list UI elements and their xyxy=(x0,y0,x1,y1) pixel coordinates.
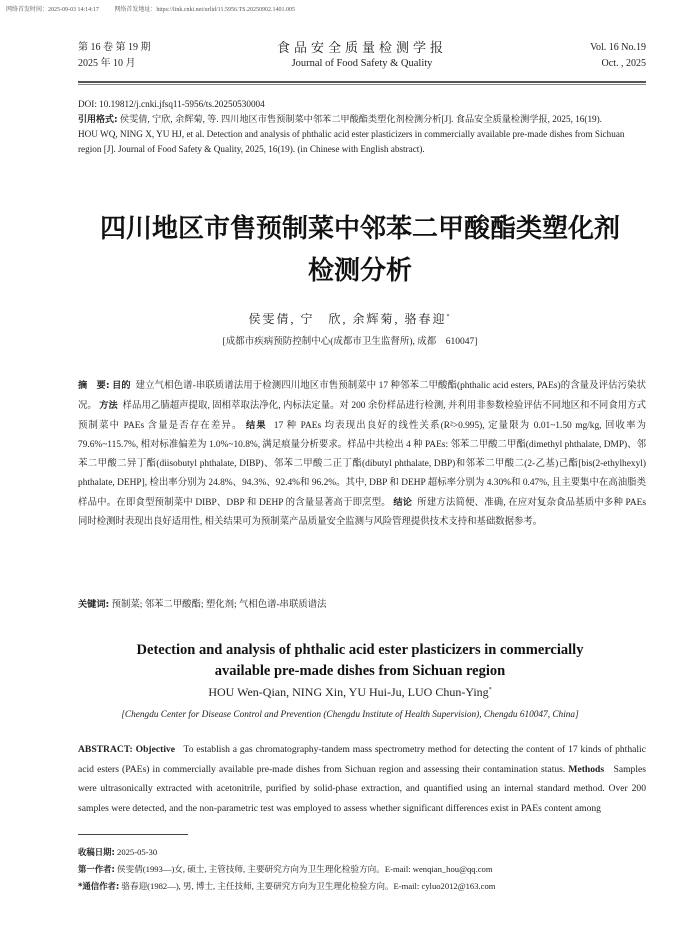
paper-title-cn xyxy=(60,208,660,292)
keywords-cn-text: 预制菜; 邻苯二甲酸酯; 塑化剂; 气相色谱-串联质谱法 xyxy=(111,600,327,610)
abstract-cn-label: 摘 要: xyxy=(78,380,110,391)
volume-en: Vol. 16 No.19 xyxy=(590,42,646,53)
results-label: 结果 xyxy=(246,420,267,431)
keywords-cn xyxy=(78,596,646,610)
journal-name-cn: 食品安全质量检测学报 xyxy=(276,40,447,55)
header-right xyxy=(590,40,646,72)
affiliation-cn: [成都市疾病预防控制中心(成都市卫生监督所), 成都 610047] xyxy=(222,337,478,347)
citation-cn-text: 侯雯倩, 宁欣, 余辉菊, 等. 四川地区市售预制菜中邻苯二甲酸酯类塑化剂检测分析[J]. 食品安全质量检测学报, 2025, 16(19). xyxy=(119,113,602,124)
abstract-en xyxy=(78,740,646,818)
header-center xyxy=(78,40,646,72)
title-en-line1: Detection and analysis of phthalic acid ester plasticizers in commercially xyxy=(136,642,584,658)
online-publish-bar xyxy=(6,4,309,13)
citation-en: HOU WQ, NING X, YU HJ, et al. Detection and analysis of phthalic acid ester plasticizers in commercially available pre-made dishes from Sichuan region [J]. Journal of Food Safety & Quality, 2025, 16(19). (in Chinese with English abstract). xyxy=(78,129,625,154)
authors-cn xyxy=(0,310,700,327)
methods-label: 方法 xyxy=(99,400,118,411)
footnotes xyxy=(78,844,646,895)
publish-time: 网络首发时间：2025-09-03 14:14:17 xyxy=(6,7,99,13)
title-cn-line2: 检测分析 xyxy=(307,256,412,286)
methods-en-text: Samples were ultrasonically extracted with acetonitrile, purified by solid-phase extraction, and quantified using an internal standard method. Over 200 samples were detected, and the non-parametric test was employed to assess whether significant differences exist in PAEs content among xyxy=(78,763,647,814)
first-author-note xyxy=(78,861,646,878)
abstract-en-label: ABSTRACT: xyxy=(78,744,133,755)
authors-en xyxy=(0,685,700,700)
journal-header xyxy=(78,40,646,82)
title-en-line2: available pre-made dishes from Sichuan region xyxy=(214,663,506,679)
paper-title-en xyxy=(60,640,660,682)
header-rule-thin xyxy=(78,84,646,85)
corresponding-label: *通信作者: xyxy=(78,881,120,891)
keywords-cn-label: 关键词: xyxy=(78,599,110,610)
footnote-rule xyxy=(78,834,188,835)
affiliation-en: [Chengdu Center for Disease Control and Prevention (Chengdu Institute of Health Supervision), Chengdu 610047, China] xyxy=(121,710,579,720)
methods-en-label: Methods xyxy=(568,763,605,775)
objective-label: 目的 xyxy=(112,380,131,391)
conclusion-text: 所建方法简便、准确, 在应对复杂食品基质中多种 PAEs 同时检测时表现出良好适用性, 相关结果可为预制菜产品质量安全监测与风险管理提供技术支持和基础数据参考。 xyxy=(78,498,647,527)
received-label: 收稿日期: xyxy=(78,847,115,857)
authors-cn-names: 侯雯倩, 宁 欣, 余辉菊, 骆春迎 xyxy=(248,312,447,326)
date-cn: 2025 年 10 月 xyxy=(78,58,136,69)
title-cn-line1: 四川地区市售预制菜中邻苯二甲酸酯类塑化剂 xyxy=(99,214,620,244)
first-author-label: 第一作者: xyxy=(78,864,115,874)
corresponding-mark: * xyxy=(446,314,452,320)
volume-cn: 第 16 卷 第 19 期 xyxy=(78,42,151,53)
header-rule xyxy=(78,81,646,83)
doi[interactable]: DOI: 10.19812/j.cnki.jfsq11-5956/ts.20250530004 xyxy=(78,99,265,109)
methods-text: 样品用乙腈超声提取, 固相萃取法净化, 内标法定量。对 200 余份样品进行检测, 并利用非参数检验评估不同地区和不同食用方式预制菜中 PAEs 含量是否存在差异。 xyxy=(78,401,647,431)
corresponding-author-note xyxy=(78,878,646,895)
results-text: 17 种 PAEs 均表现出良好的线性关系(R²>0.995), 定量限为 0.01~1.50 mg/kg, 回收率为 79.6%~115.7%, 相对标准偏差为 1.0%~10.8%, 满足痕量分析要求。样品中共检出 4 种 PAEs: 邻苯二甲酸二甲酯(dimethyl phthalate, DMP)、邻苯二甲酸二异丁酯(diisobutyl phthalate, DIBP)、邻苯二甲酸二正丁酯(dibutyl phthalate, DBP)和邻苯二甲酸二(2-乙基)己酯[bis(2-ethylhexyl) phthalate, DEHP], 检出率分别为 24.8%、94.3%、92.4%和 96.2%。其中, DBP 和 DEHP 超标率分别为 4.30%和 0.47%, 且主要集中在高油脂类样品中。在即食型预制菜中 DIBP、DBP 和 DEHP 的含量显著高于即烹型。 xyxy=(78,421,646,508)
conclusion-label: 结论 xyxy=(393,497,413,508)
citation-block xyxy=(78,97,646,156)
first-author-text: 侯雯倩(1993—)女, 硕士, 主管技师, 主要研究方向为卫生理化检验方向。E-mail: wenqian_hou@qq.com xyxy=(117,864,493,874)
citation-cn-label: 引用格式: xyxy=(78,114,118,125)
date-en: Oct. , 2025 xyxy=(601,58,646,69)
objective-en-label: Objective xyxy=(135,744,176,755)
publish-url[interactable]: 网络首发地址：https://link.cnki.net/urlid/11.5956.TS.20250902.1401.005 xyxy=(114,7,295,13)
corresponding-text: 骆春迎(1982—), 男, 博士, 主任技师, 主要研究方向为卫生理化检验方向。E-mail: cyluo2012@163.com xyxy=(121,881,496,891)
received-value: 2025-05-30 xyxy=(117,847,158,857)
received-date xyxy=(78,844,646,861)
authors-en-names: HOU Wen-Qian, NING Xin, YU Hui-Ju, LUO Chun-Ying xyxy=(208,685,489,699)
objective-text: 建立气相色谱-串联质谱法用于检测四川地区市售预制菜中 17 种邻苯二甲酸酯(phthalic acid esters, PAEs)的含量及评估污染状况。 xyxy=(78,381,647,411)
corresponding-mark-en: * xyxy=(488,687,492,693)
abstract-cn xyxy=(78,376,646,532)
journal-name-en: Journal of Food Safety & Quality xyxy=(291,58,433,69)
citation-cn xyxy=(78,112,646,128)
objective-en-text: To establish a gas chromatography-tandem mass spectrometry method for detecting the content of 17 kinds of phthalic acid esters (PAEs) in commercially available pre-made dishes from Sichuan region and assessing their contamination status. xyxy=(78,744,646,775)
